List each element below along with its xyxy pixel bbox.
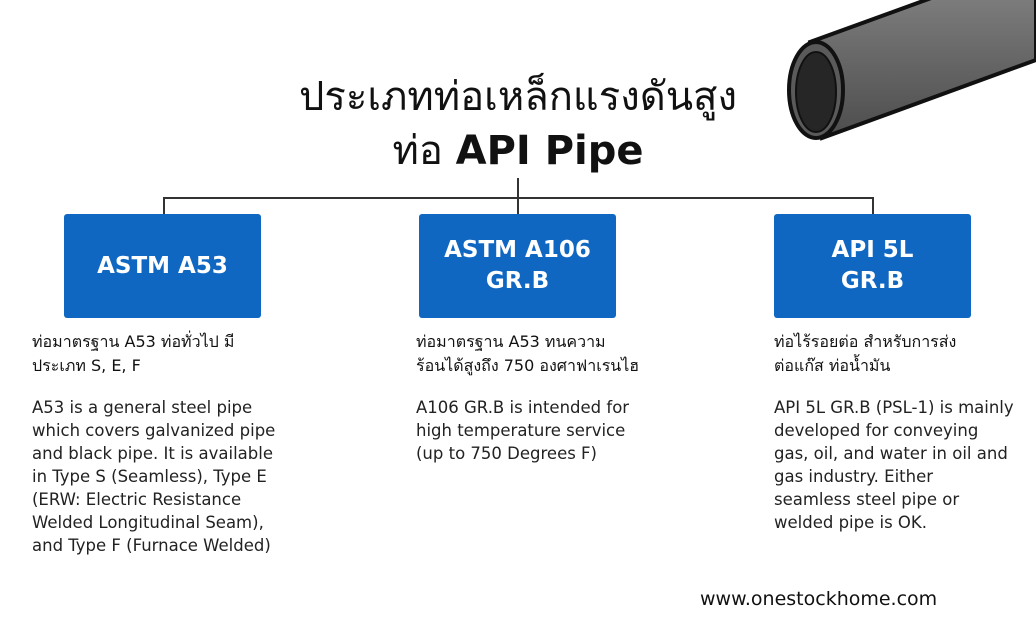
description-api-5l [774,330,1014,534]
connector-drop-center [517,197,519,215]
title-bold: API Pipe [455,128,644,174]
category-box-astm-a106: ASTM A106 GR.B [419,214,616,318]
title-line-1: ประเภทท่อเหล็กแรงดันสูง [299,74,737,120]
description-thai: ท่อไร้รอยต่อ สำหรับการส่ง ต่อแก๊ส ท่อน้ำมัน [774,332,957,375]
category-box-astm-a53: ASTM A53 [64,214,261,318]
category-box-api-5l: API 5L GR.B [774,214,971,318]
description-astm-a53 [32,330,290,557]
title-prefix: ท่อ [392,128,456,174]
website-url: www.onestockhome.com [700,588,938,610]
description-thai: ท่อมาตรฐาน A53 ท่อทั่วไป มี ประเภท S, E, F [32,332,235,375]
connector-vertical-main [517,178,519,198]
description-thai: ท่อมาตรฐาน A53 ทนความ ร้อนได้สูงถึง 750 องศาฟาเรนไฮ [416,332,640,375]
description-english: API 5L GR.B (PSL-1) is mainly developed for conveying gas, oil, and water in oil and gas industry. Either seamless steel pipe or welded pipe is OK. [774,398,1014,532]
title-line-2 [0,118,1036,182]
description-english: A106 GR.B is intended for high temperature service (up to 750 Degrees F) [416,398,630,463]
connector-drop-right [872,197,874,215]
description-english: A53 is a general steel pipe which covers galvanized pipe and black pipe. It is available in Type S (Seamless), Type E (ERW: Electric Resistance Welded Longitudinal Seam), and Type F (Furnace Welded) [32,398,276,555]
description-astm-a106 [416,330,656,465]
connector-drop-left [163,197,165,215]
